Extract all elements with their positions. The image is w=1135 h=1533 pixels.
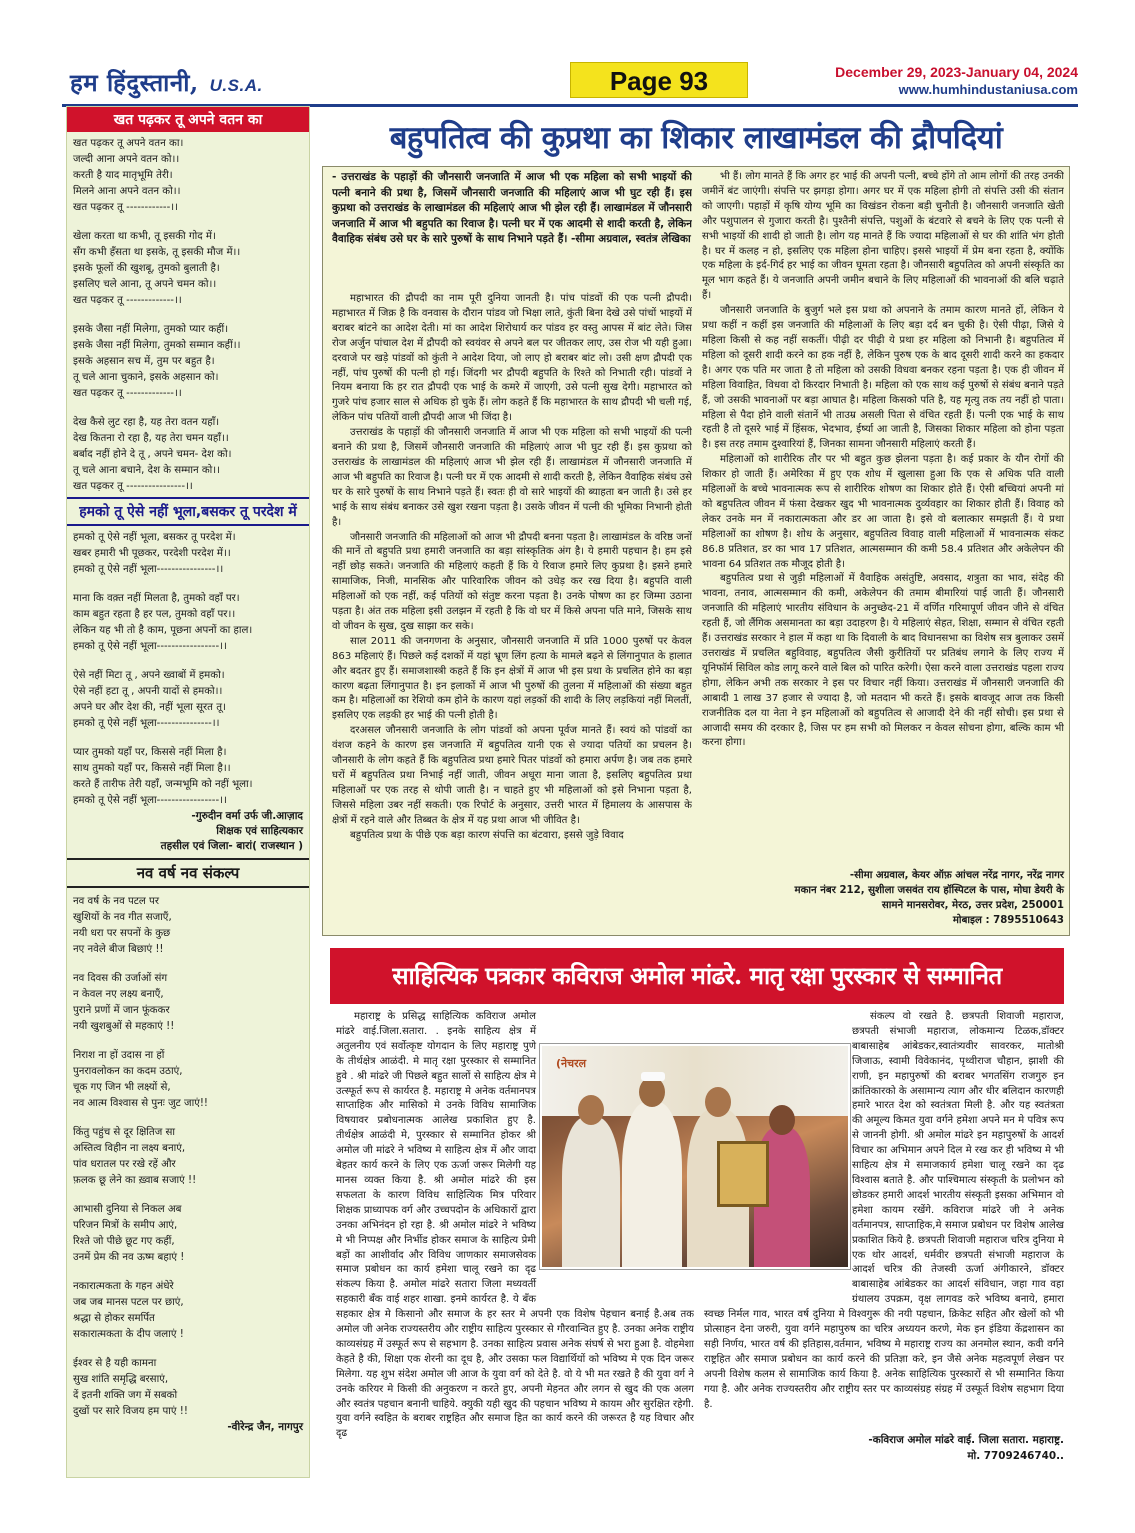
poem-line: चूक गए जिन भी लक्ष्यों से, [73, 1082, 171, 1093]
stanza-gap [73, 732, 303, 745]
stanza-gap [73, 958, 303, 971]
poem-line: तू चले आना चुकाने, इसके अहसान को। [73, 372, 219, 383]
poem-line: नकारात्मकता के गहन अंधेरे [73, 1281, 174, 1292]
stanza-gap [73, 1189, 303, 1202]
poem-line: माना कि वक़्त नहीं मिलता है, तुमको वहाँ पर। [73, 593, 240, 604]
article-paragraph: संकल्प वो रखते है. छत्रपती शिवाजी महाराज, छत्रपती संभाजी महाराज, लोकमान्य टिळक,डॉक्टर बाबासाहेब आंबेडकर,स्वातंत्र्यवीर सावरकर, मातोश्री जिजाऊ, स्वामी विवेकानंद, पृथ्वीराज चौहान, झाशी की राणी, इन महापुरुषों की बराबर भगतसिंग राजगुरु इन क्रांतिकारको के असामान्य त्याग और धीर बलिदान कारणही हमारे भारत देश को स्वतंत्रता मिली है. और यह स्वतंत्रता की अमूल्य किमत युवा वर्गने हमेशा अपने मन मे पवित्र रूप से जाननी होगी. श्री अमोल मांढरे इन महापुरुषों के आदर्श विचार का अभिमान अपने दिल मे रख कर ही भविष्य मे भी साहित्य क्षेत्र मे समाजकार्य हमेशा चालू रखने का दृढ विश्वास बताते है. और पाश्चिमात्य संस्कृती के प्रलोभन को छोडकर हमारी आदर्श भारतीय संस्कृती इसका अभिमान वो हमेशा कायम रखेंगे. कविराज मांढरे जी ने अनेक वर्तमानपत्र, साप्ताहिक,मे समाज प्रबोधन पर विशेष आलेख प्रकाशित किये है. छत्रपती शिवाजी महाराज चरित्र दुनिया मे एक थोर आदर्श, धर्मवीर छत्रपती संभाजी महाराज के आदर्श चरित्र की तेजस्वी ऊर्जा अंगीकारने, डॉक्टर बाबासाहेब आंबेडकर का आदर्श संविधान, जहा गाव वहा ग्रंथालय उपक्रम, वृक्ष लागवड करे भविष्य बनाये, हमारा स्वच्छ निर्मल गाव, भारत वर्ष दुनिया मे विश्वगुरू की नयी पहचान, क्रिकेट सहित और खेलों को भी प्रोत्साहन देना जरुरी, युवा वर्गने महापुरुष का चरित्र अध्ययन करणे, मेक इन इंडिया केंद्रशासन का सही निर्णय, भारत वर्ष की इतिहास,वर्तमान, भविष्य मे महाराष्ट्र राज्य का अनमोल स्थान, कवी वर्गने राष्ट्रहित और समाज प्रबोधन का कार्य करने की प्रतिज्ञा करे, इन जैसे अनेक महत्वपूर्ण लेखन पर अपनी विशेष कलम से सामाजिक कार्य किया है. अनेक साहित्यिक पुरस्कारों से भी सम्मानित किया गया है. और अनेक राज्यस्तरीय और राष्ट्रीय स्तर पर काव्यसंग्रह संग्रह में उस्फूर्त विशेष सहभाग दिया है. [704, 1011, 1064, 1410]
poem-line: इसलिए चले आना, तू अपने चमन को।। [73, 279, 217, 290]
poem-line: नयी धरा पर सपनों के कुछ [73, 928, 171, 939]
poem-line: दुखों पर सारे विजय हम पाएं !! [73, 1406, 188, 1417]
poem-line: नए नवेले बीज बिछाएं !! [73, 944, 164, 955]
article-paragraph: उत्तराखंड के पहाड़ों की जौनसारी जनजाति में आज भी एक महिला को सभी भाइयों की पत्नी बनाने की प्रथा है, जिसमें जौनसारी जनजाति की महिलाएं आज भी घुट रही हैं। इस कुप्रथा को उत्तराखंड के लाखामंडल की महिलाएं आज भी झेल रही हैं। लाखामंडल में जौनसारी जनजाति में आज भी बहुपति का रिवाज है। पत्नी घर में एक आदमी से शादी करती है, लेकिन वैवाहिक संबंध उसे घर के सारे पुरुषों के साथ निभाने पड़ते हैं। स्वतः ही वो सारे भाइयों की ब्याहता बन जाती है। उसे हर भाई के साथ संबंध बनाकर उसे खुश रखना पड़ता है। उसके जीवन में पत्नी की भूमिका निभानी होती है। [332, 427, 692, 528]
poem-line: अपने घर और देश की, नहीं भूला सूरत तू। [73, 702, 226, 713]
poem2-title: हमको तू ऐसे नहीं भूला,बसकर तू परदेश में [67, 497, 309, 526]
article1-column-right [702, 170, 1064, 870]
article1-intro: - उत्तराखंड के पहाड़ों की जौनसारी जनजाति में आज भी एक महिला को सभी भाइयों की पत्नी बनाने की प्रथा है, जिसमें जौनसारी जनजाति की महिलाएं आज भी घुट रही हैं। इस कुप्रथा को उत्तराखंड के लाखामंडल की महिलाएं आज भी झेल रही हैं। लाखामंडल में जौनसारी जनजाति में आज भी बहुपति का रिवाज है। पत्नी घर में एक आदमी से शादी करती है, लेकिन वैवाहिक संबंध उसे घर के सारे पुरुषों के साथ निभाने पड़ते हैं। -सीमा अग्रवाल, स्वतंत्र लेखिका [332, 171, 692, 245]
article1-headline: बहुपतित्व की कुप्रथा का शिकार लाखामंडल की द्रौपदियां [389, 120, 1003, 156]
stanza-gap [73, 655, 303, 668]
poem-line: साथ तुमको यहाँ पर, किससे नहीं मिला है।। [73, 763, 231, 774]
poem-line: खत पढ़कर तू अपने वतन का। [73, 138, 184, 149]
poem-line: खत पढ़कर तू ----------------।। [73, 481, 193, 492]
poem-line: हमको तू ऐसे नहीं भूला-----------------।। [73, 641, 227, 652]
poem-line: किंतु पहुंच से दूर क्षितिज सा [73, 1127, 176, 1138]
poem1-title: खत पढ़कर तू अपने वतन का [67, 107, 309, 132]
photo-head [639, 1077, 665, 1107]
poem-line: हमको तू ऐसे नहीं भूला-----------------।। [73, 795, 227, 806]
stanza-gap [73, 216, 303, 229]
stanza-gap [73, 402, 303, 415]
article-paragraph: महिलाओं को शारीरिक तौर पर भी बहुत कुछ झेलना पड़ता है। कई प्रकार के यौन रोगों की शिकार हो जाती हैं। अमेरिका में हुए एक शोध में खुलासा हुआ कि एक से अधिक पति वाली महिलाओं के बच्चे भावनात्मक रूप से शारीरिक शोषण का शिकार होते हैं। ऐसी बच्चियां अपनी मां को बहुपतित्व जीवन में फंसा देखकर खुद भी भावनात्मक दुर्व्यवहार का शिकार होती हैं। विवाह को लेकर उनके मन में नकारात्मकता और डर आ जाता है। इसे वो बलात्कार समझती हैं। ये प्रथा महिलाओं का शोषण है। शोध के अनुसार, बहुपतित्व विवाह वाली महिलाओं में भावनात्मक संकट 86.8 प्रतिशत, डर का भाव 17 प्रतिशत, आत्मसम्मान की कमी 58.4 प्रतिशत और अकेलेपन की भावना 64 प्रतिशत तक मौजूद होती है। [702, 454, 1064, 570]
poem-line: इसके फूलों की खुशबू, तुमको बुलाती है। [73, 263, 220, 274]
poem-line: पांव धरातल पर रखे रहें और [73, 1159, 176, 1170]
poem-line: हमको तू ऐसे नहीं भूला---------------।। [73, 718, 220, 729]
article-paragraph: जौनसारी जनजाति की महिलाओं को आज भी द्रौपदी बनना पड़ता है। लाखामंडल के वरिष्ठ जनों की मानें तो बहुपति प्रथा हमारी जनजाति का बड़ा सांस्कृतिक अंग है। ये हमारी पहचान है। हम इसे नहीं छोड़ सकते। जनजाति की महिलाएं कहती हैं कि ये रिवाज हमारे लिए कुप्रथा है। इसने हमारे सामाजिक, निजी, मानसिक और पारिवारिक जीवन को उधेड़ कर रख दिया है। बहुपति वाली महिलाओं को एक नहीं, कई पतियों को संतुष्ट करना पड़ता है। उनके पोषण का हर जिम्मा उठाना पड़ता है। अंत तक महिला इसी उलझन में रहती है कि वो घर में किसे अपना पति माने, जिसके साथ वो जीवन के सुख, दुख साझा कर सके। [332, 531, 692, 632]
poem-line: बर्बाद नहीं होने दे तू , अपने चमन- देश को। [73, 449, 232, 460]
poem-line: प्यार तुमको यहाँ पर, किससे नहीं मिला है। [73, 747, 227, 758]
photo-banner-text: (नेचरल [556, 1057, 587, 1070]
article-paragraph: जौनसारी जनजाति के बुजुर्ग भले इस प्रथा को अपनाने के तमाम कारण मानते हों, लेकिन ये प्रथा कहीं न कहीं इस जनजाति की महिलाओं के लिए बड़ा दर्द बन चुकी है। ऐसी पीढ़ा, जिसे ये महिला किसी से कह नहीं सकतीं। पीढ़ी दर पीढ़ी ये प्रथा हर महिला को निभानी है। बहुपतित्व में महिला को दूसरी शादी करने का हक नहीं है, लेकिन पुरुष एक के बाद दूसरी शादी करने का हकदार है। अगर एक पति मर जाता है तो महिला को उसकी विधवा बनकर रहना पड़ता है। एक ही जीवन में महिला विवाहित, विधवा दो किरदार निभाती है। महिला को एक साथ कई पुरुषों से संबंध बनाने पड़ते हैं, जो उसकी भावनाओं पर बड़ा आघात है। महिला किसको पति है, यह मृत्यु तक तय नहीं हो पाता। महिला से पैदा होने वाली संतानें भी ताउम्र असली पिता से वंचित रहती हैं। पत्नी एक भाई के साथ रहती है तो दूसरे भाई में हिंसक, भेदभाव, ईर्ष्या आ जाती है, जिसका शिकार महिला को होना पड़ता है। इस तरह तमाम दुश्वारियां हैं, जिनका सामना जौनसारी महिलाएं करती हैं। [702, 305, 1064, 451]
poem3-signature: -वीरेन्द्र जैन, नागपुर [227, 1421, 303, 1433]
article2-signature [704, 1432, 1064, 1464]
poem-line: नव दिवस की उर्जाओं संग [73, 973, 168, 984]
article1-signature [702, 868, 1064, 928]
poem-line: इसके जैसा नहीं मिलेगा, तुमको सम्मान कहीं।। [73, 340, 241, 351]
poem2-author: -गुरुदीन वर्मा उर्फ जी.आज़ाद [191, 810, 303, 822]
poem-line: जब जब मानस पटल पर छाएं, [73, 1297, 184, 1308]
poem-line: तू चले आना बचाने, देश के सम्मान को।। [73, 465, 221, 476]
article-paragraph: महाराष्ट्र के प्रसिद्ध साहित्यिक कविराज अमोल मांढरे वाई.जिला.सतारा. . इनके साहित्य क्षेत्र में अतुलनीय एवं सर्वोत्कृष्ट योगदान के लिए महाराष्ट्र पुणे के तीर्थक्षेत्र आळंदी. मे मातृ रक्षा पुरस्कार से सम्मानित हुवे . श्री मांढरे जी पिछले बहुत सालों से साहित्य क्षेत्र मे उत्स्फूर्त रूप से कार्यरत है. महाराष्ट्र मे अनेक वर्तमानपत्र साप्ताहिक और मासिको मे उनके विविध सामाजिक विषयावर प्रबोधनात्मक आलेख प्रकाशित हुए है. तीर्थक्षेत्र आळंदी मे, पुरस्कार से सम्मानित होकर श्री अमोल जी मांढरे ने भविष्य मे साहित्य क्षेत्र में और जादा बेहतर कार्य करने के लिए एक ऊर्जा जरूर मिलेगी यह मानस व्यक्त किया है. श्री अमोल मांढरे की इस सफलता के कारण विविध साहित्यिक मित्र परिवार शिक्षक प्राध्यापक वर्ग और उच्चपदोन के अधिकारों द्वारा उनका अभिनंदन हो रहा है. श्री अमोल मांढरे ने भविष्य मे भी निप्पक्ष और निर्भीड होकर समाज के साहित्य प्रेमी बड़ों का आशीर्वाद और विविध जाणकार समाजसेवक समाज प्रबोधन का कार्य हमेशा चालू रखने का दृढ संकल्प किया है. अमोल मांढरे सतारा जिला मध्यवर्ती सहकारी बँक वाई शहर शाखा. इनमे कार्यरत है. ये बँक सहकार क्षेत्र मे किसानो और समाज के हर स्तर मे अपनी एक विशेष पेहचान बनाई है.अब तक अमोल जी अनेक राज्यस्तरीय और राष्ट्रीय साहित्य पुरस्कार से गौरवान्वित हुए है. उनका अनेक राष्ट्रीय काव्यसंग्रह में उस्फूर्त रूप से सहभाग है. उनका साहित्य प्रवास अनेक संघर्ष से भरा हुआ है. वोहमेशा केहते है की, शिक्षा एक शेरनी का दूध है, और उसका फल विद्यार्थियों को भविष्य मे एक दिन जरूर मिलेगा. यह शुभ संदेश अमोल जी आज के युवा वर्ग को देते है. वो ये भी मत रखते है की युवा वर्ग ने उनके करियर मे किसी की अनुकरण न करते हुए, अपनी मेहनत और लगन से खुद की एक अलग और स्वतंत्र पहचान बनानी चाहिये. क्युकी यही खुद की पहचान भविष्य मे कायम और सुरक्षित रहेगी. युवा वर्गने स्वहित के बराबर राष्ट्रहित और समाज हित का कार्य करने की जरूरत है यह विचार और दृढ [336, 1011, 694, 1440]
article-paragraph: भी हैं। लोग मानते हैं कि अगर हर भाई की अपनी पत्नी, बच्चे होंगे तो आम लोगों की तरह उनकी जमीनें बंट जाएंगी। संपत्ति पर झगड़ा होगा। अगर घर में एक महिला होगी तो संपत्ति उसी की संतान को जाएगी। पहाड़ों में कृषि योग्य भूमि का विखंडन रोकना बड़ी चुनौती है। जौनसारी जनजाति खेती और पशुपालन से गुजारा करती है। पुश्तैनी संपत्ति, पशुओं के बंटवारे से बचने के लिए एक पत्नी से सभी भाइयों की शादी हो जाती है। लोग यह मानते हैं कि ज्यादा महिलाओं से घर की शांति भंग होती है। घर में कलह न हो, इसलिए एक महिला होना चाहिए। इससे भाइयों में प्रेम बना रहता है, क्योंकि एक महिला के इर्द-गिर्द हर भाई का जीवन घूमता रहता है। जौनसारी बहुपतित्व को अपनी संस्कृति का मूल भाग कहते हैं। ये जनजाति अपनी जमीन बचाने के लिए महिलाओं की भावनाओं की बलि चढ़ाते हैं। [702, 171, 1064, 302]
article-paragraph: महाभारत की द्रौपदी का नाम पूरी दुनिया जानती है। पांच पांडवों की एक पत्नी द्रौपदी। महाभारत में जिक्र है कि वनवास के दौरान पांडव जो भिक्षा लाते, कुंती बिना देखे उसे पांचों भाइयों में बराबर बांटने का आदेश देती। मां का आदेश शिरोधार्य कर पांडव हर वस्तु आपस में बांट लेते। जिस रोज अर्जुन पांचाल देश में द्रौपदी को स्वयंवर से अपने बल पर जीतकर लाए, उस रोज भी यही हुआ। दरवाजे पर खड़े पांडवों को कुंती ने आदेश दिया, जो लाए हो बराबर बांट लो। उसी क्षण द्रौपदी एक नहीं, पांच पुरुषों की पत्नी हो गई। जिंदगी भर द्रौपदी बहुपति के रिश्ते को निभाती रही। पांडवों ने नियम बनाया कि हर रात द्रौपदी एक भाई के कमरे में जाएगी, उसे पत्नी सुख देगी। महाभारत को गुजरे पांच हजार साल से अधिक हो चुके हैं। लोग कहते हैं कि महाभारत के साथ द्रौपदी भी चली गई, लेकिन पांच पतियों वाली द्रौपदी आज भी जिंदा है। [332, 293, 692, 424]
poem-line: लेकिन यह भी तो है काम, पूछना अपनों का हाल। [73, 625, 253, 636]
page-number: Page 93 [570, 62, 748, 98]
article1-mobile: मोबाइल : 7895510643 [952, 915, 1064, 926]
poem-line: देख कैसे लुट रहा है, यह तेरा वतन यहाँ। [73, 417, 220, 428]
poem-line: खुशियों के नव गीत सजाएँ, [73, 912, 172, 923]
stanza-gap [73, 1035, 303, 1048]
poem-line: दें इतनी शक्ति जग में सबको [73, 1390, 178, 1401]
article-paragraph: बहुपतित्व प्रथा के पीछे एक बड़ा कारण संपत्ति का बंटवारा, इससे जुड़े विवाद [350, 829, 624, 841]
poem-line: खत पढ़कर तू ------------।। [73, 202, 179, 213]
article1-address-line1: मकान नंबर 212, सुशीला जसवंत राय हॉस्पिटल के पास, मोघा डेयरी के [794, 885, 1064, 896]
poem3-body [67, 890, 309, 1420]
article-paragraph: दरअसल जौनसारी जनजाति के लोग पांडवों को अपना पूर्वज मानते हैं। स्वयं को पांडवों का वंशज कहने के कारण इस जनजाति में बहुपतित्व यानी एक से ज्यादा पतियों का प्रचलन है। जौनसारी के लोग कहते हैं कि बहुपतित्व प्रथा हमारे पितर पांडवों को हमारा अर्पण है। जब तक हमारे घरों में बहुपतित्व प्रथा निभाई नहीं जाती, जीवन अधूरा माना जाता है, इसलिए बहुपतित्व प्रथा महिलाओं पर एक तरह से थोपी जाती है। न चाहते हुए भी महिलाओं को इसे निभाना पड़ता है, जिससे महिला उबर नहीं सकती। एक रिपोर्ट के अनुसार, उत्तरी भारत में हिमालय के आसपास के क्षेत्रों में रहने वाले और तिब्बत के क्षेत्र में यह प्रथा आज भी जीवित है। [332, 725, 692, 826]
poem-line: इसके जैसा नहीं मिलेगा, तुमको प्यार कहीं। [73, 324, 229, 335]
photo-head [578, 1095, 604, 1125]
stanza-gap [73, 578, 303, 591]
award-ceremony-photo [540, 1044, 850, 1269]
photo-cap [641, 1072, 665, 1081]
poem-line: नव वर्ष के नव पटल पर [73, 896, 159, 907]
photo-head [705, 1087, 731, 1117]
brand-logo [70, 66, 263, 99]
issue-date: December 29, 2023-January 04, 2024 [835, 64, 1078, 80]
poem-line: करती है याद मातृभूमि तेरी। [73, 170, 173, 181]
article1-author: -सीमा अग्रवाल, केयर ऑफ़ आंचल नरेंद्र नागर, नरेंद्र नागर [849, 870, 1064, 881]
article1-address-line2: सामने मानसरोवर, मेरठ, उत्तर प्रदेश, 250001 [881, 900, 1064, 911]
award-frame [717, 1141, 769, 1207]
poem-line: हमको तू ऐसे नहीं भूला, बसकर तू परदेश में। [73, 532, 236, 543]
stanza-gap [73, 1112, 303, 1125]
stanza-gap [73, 1343, 303, 1356]
photo-person [562, 1117, 620, 1267]
poem-line: न केवल नए लक्ष्य बनाएँ, [73, 989, 164, 1000]
poem-line: खबर हमारी भी पूछकर, परदेशी परदेश में।। [73, 548, 231, 559]
article-paragraph: साल 2011 की जनगणना के अनुसार, जौनसारी जनजाति में प्रति 1000 पुरुषों पर केवल 863 महिलाएं हैं। पिछले कई दशकों में यहां भ्रूण लिंग हत्या के मामले बढ़ने से लिंगानुपात के हालात और बदतर हुए हैं। समाजशास्त्री कहते हैं कि इन क्षेत्रों में आज भी इस प्रथा के प्रचलित होने का बड़ा कारण बढ़ता लिंगानुपात है। इन इलाकों में आज भी पुरुषों की तुलना में महिलाओं की संख्या बहुत कम है। महिलाओं का रेशियो कम होने के कारण यहां लड़कों की शादी के लिए लड़कियां नहीं मिलतीं, इसलिए एक लड़की हर भाई की पत्नी होती है। [332, 635, 692, 722]
website-link[interactable]: www.humhindustaniusa.com [898, 82, 1078, 97]
poem-line: काम बहुत रहता है हर पल, तुमको वहाँ पर।। [73, 609, 236, 620]
poem-line: देख कितना रो रहा है, यह तेरा चमन यहाँ।। [73, 433, 229, 444]
poem-line: उनमें प्रेम की नव ऊष्म बहाएं ! [73, 1252, 185, 1263]
stanza-gap [73, 309, 303, 322]
poem3-title: नव वर्ष नव संकल्प [67, 858, 309, 888]
poem-line: पुराने प्रणों में जान फूंककर [73, 1005, 170, 1016]
poem-line: इसके अहसान सच में, तुम पर बहुत है। [73, 356, 215, 367]
poem-line: हमको तू ऐसे नहीं भूला----------------।। [73, 564, 224, 575]
article1-column-left [332, 292, 692, 932]
poem2-body [67, 526, 309, 809]
poem-line: रिश्ते जो पीछे छूट गए कहीं, [73, 1236, 175, 1247]
poem-line: परिजन मित्रों के समीप आएं, [73, 1220, 178, 1231]
poem-line: करते हैं तारीफ तेरी यहाँ, जन्मभूमि को नहीं भूला। [73, 779, 253, 790]
photo-person [622, 1102, 682, 1267]
poem2-signature [67, 809, 309, 854]
poem-line: ऐसे नहीं मिटा तू , अपने ख्वाबों में हमको। [73, 670, 225, 681]
poem-line: खत पढ़कर तू -------------।। [73, 388, 182, 399]
poem-line: जल्दी आना अपने वतन को।। [73, 154, 180, 165]
poem-line: पुनरावलोकन का कदम उठाएं, [73, 1066, 183, 1077]
poem2-author-place: तहसील एवं जिला- बारां( राजस्थान ) [160, 840, 303, 852]
poem-line: श्रद्धा से होकर समर्पित [73, 1313, 155, 1324]
poem-line: ईश्वर से है यही कामना [73, 1358, 157, 1369]
poem-line: मिलने आना अपने वतन को।। [73, 186, 181, 197]
poem-line: नयी खुशबुओं से महकाएं !! [73, 1021, 175, 1032]
photo-head [769, 1105, 795, 1135]
poem1-body [67, 132, 309, 495]
article-paragraph: बहुपतित्व प्रथा से जुड़ी महिलाओं में वैवाहिक असंतुष्टि, अवसाद, शत्रुता का भाव, संदेह की भावना, तनाव, आत्मसम्मान की कमी, अकेलेपन की तमाम बीमारियां पाई जाती हैं। जौनसारी जनजाति की महिलाएं भारतीय संविधान के अनुच्छेद-21 में वर्णित गरिमापूर्ण जीवन जीने से वंचित रहती हैं, जो लैंगिक असमानता का बड़ा उदाहरण है। ये महिलाएं सेहत, शिक्षा, सम्मान से वंचित रहती हैं। उत्तराखंड सरकार ने हाल में कहा था कि दिवाली के बाद विधानसभा का विशेष सत्र बुलाकर उसमें उत्तराखंड में प्रचलित बहुविवाह, बहुपतित्व जैसी कुरीतियों पर प्रतिबंध लगाने के लिए राज्य में यूनिफॉर्म सिविल कोड लागू करने वाले बिल को पारित करेगी। ऐसा करने वाला उत्तराखंड पहला राज्य होगा, लेकिन अभी तक सरकार ने इस पर विचार नहीं किया। उत्तराखंड में जौनसारी जनजाति की आबादी 1 लाख 37 हजार से ज्यादा है, जो मतदान भी करते हैं। इसके बावजूद आज तक किसी राजनीतिक दल या नेता ने इन महिलाओं को बहुपतित्व से आजादी देने की नहीं सोची। इस प्रथा से आजादी समय की दरकार है, जिस पर हम सभी को मिलकर न केवल सोचना होगा, बल्कि काम भी करना होगा। [702, 573, 1064, 749]
stanza-gap [73, 1266, 303, 1279]
poem-line: खत पढ़कर तू -------------।। [73, 295, 182, 306]
masthead [62, 62, 1078, 102]
poem-line: निराश ना हों उदास ना हों [73, 1050, 165, 1061]
brand-name: हम हिंदुस्तानी, [70, 68, 199, 97]
poem-line: फ़लक छू लेने का ख़्वाब सजाएं !! [73, 1175, 197, 1186]
poem-line: सकारात्मकता के दीप जलाएं ! [73, 1329, 184, 1340]
article2-author: -कविराज अमोल मांढरे वाई. जिला सतारा. महाराष्ट्र. [868, 1434, 1064, 1446]
brand-suffix: U.S.A. [209, 76, 263, 95]
article2-mobile: मो. 7709246740.. [967, 1450, 1064, 1462]
poem-line: अस्तित्व विहीन ना लक्ष्य बनाएं, [73, 1143, 186, 1154]
poem-line: खेला करता था कभी, तू इसकी गोद में। [73, 231, 216, 242]
poem-line: आभासी दुनिया से निकल अब [73, 1204, 182, 1215]
poetry-column [66, 106, 310, 1478]
poem-line: नव आत्म विश्वास से पुनः जुट जाएं!! [73, 1098, 209, 1109]
article2-headline: साहित्यिक पत्रकार कविराज अमोल मांढरे. मातृ रक्षा पुरस्कार से सम्मानित [330, 948, 1064, 1004]
poem2-author-role: शिक्षक एवं साहित्यकार [216, 825, 303, 837]
poem-line: ऐसे नहीं हटा तू , अपनी यादों से हमको।। [73, 686, 223, 697]
poem-line: सँग कभी हँसता था इसके, तू इसकी मौज में।। [73, 247, 241, 258]
poem-line: सुख शांति समृद्धि बरसाएं, [73, 1374, 169, 1385]
